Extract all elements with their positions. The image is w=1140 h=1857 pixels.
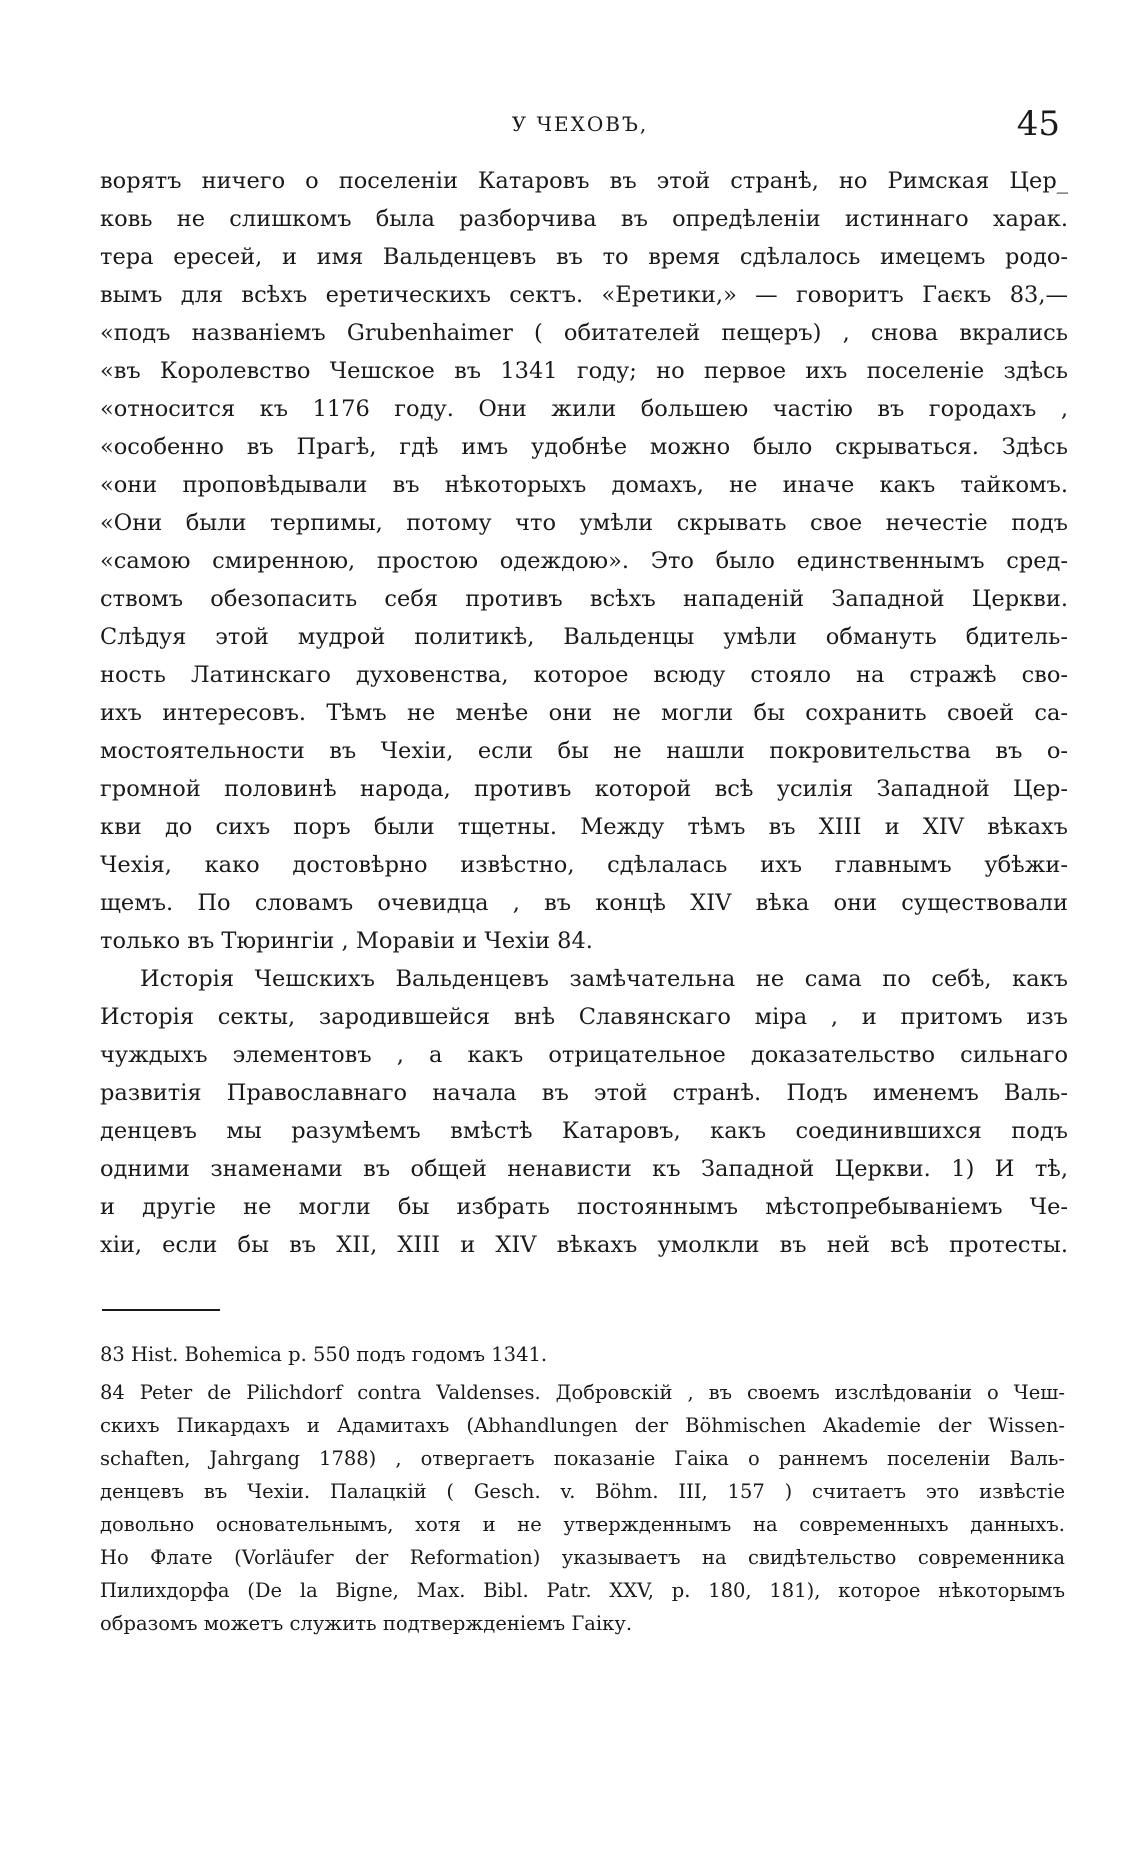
text-line: «Они были терпимы, потому что умѣли скрывать свое нечестіе подъ bbox=[100, 510, 1068, 536]
text-line: «въ Королевство Чешское въ 1341 году; но первое ихъ поселеніе здѣсь bbox=[100, 358, 1068, 384]
footnote-line: 84 Peter de Pilichdorf contra Valdenses. Добровскій , въ своемъ изслѣдованіи о Чеш- bbox=[100, 1381, 1065, 1404]
footnote-line: 83 Hist. Bohemica p. 550 подъ годомъ 1341. bbox=[100, 1343, 548, 1366]
footnote-line: Но Флате (Vorläufer der Reformation) указываетъ на свидѣтельство современника bbox=[100, 1546, 1065, 1569]
text-line: «подъ названіемъ Grubenhaimer ( обитателей пещеръ) , снова вкрались bbox=[100, 320, 1068, 346]
text-line: мостоятельности въ Чехіи, если бы не нашли покровительства въ о- bbox=[100, 738, 1068, 764]
text-line: Исторія секты, зародившейся внѣ Славянскаго міра , и притомъ изъ bbox=[100, 1004, 1068, 1030]
text-line: «они проповѣдывали въ нѣкоторыхъ домахъ, не иначе какъ тайкомъ. bbox=[100, 472, 1068, 498]
text-line: хіи, если бы въ XII, XIII и XIV вѣкахъ умолкли въ ней всѣ протесты. bbox=[100, 1232, 1068, 1258]
footnote-line: довольно основательнымъ, хотя и не утвержденнымъ на современныхъ данныхъ. bbox=[100, 1513, 1065, 1536]
paragraph-1 bbox=[100, 162, 1068, 960]
text-line: и другіе не могли бы избрать постояннымъ мѣстопребываніемъ Че- bbox=[100, 1194, 1068, 1220]
footnote-rule bbox=[102, 1309, 220, 1311]
text-line: ность Латинскаго духовенства, которое всюду стояло на стражѣ сво- bbox=[100, 662, 1068, 688]
text-line: громной половинѣ народа, противъ которой всѣ усилія Западной Цер- bbox=[100, 776, 1068, 802]
footnote-line: денцевъ въ Чехіи. Палацкій ( Gesch. v. Böhm. III, 157 ) считаетъ это извѣстіе bbox=[100, 1480, 1065, 1503]
text-line: щемъ. По словамъ очевидца , въ концѣ XIV вѣка они существовали bbox=[100, 890, 1068, 916]
text-line: кви до сихъ поръ были тщетны. Между тѣмъ въ XIII и XIV вѣкахъ bbox=[100, 814, 1068, 840]
text-line: «особенно въ Прагѣ, гдѣ имъ удобнѣе можно было скрываться. Здѣсь bbox=[100, 434, 1068, 460]
text-line: Слѣдуя этой мудрой политикѣ, Вальденцы умѣли обмануть бдитель- bbox=[100, 624, 1068, 650]
footnote-83 bbox=[100, 1338, 1065, 1371]
text-line: развитія Православнаго начала въ этой странѣ. Подъ именемъ Валь- bbox=[100, 1080, 1068, 1106]
paragraph-2 bbox=[100, 960, 1068, 1264]
text-line: ствомъ обезопасить себя противъ всѣхъ нападеній Западной Церкви. bbox=[100, 586, 1068, 612]
footnote-line: schaften, Jahrgang 1788) , отвергаетъ показаніе Гаіка о раннемъ поселеніи Валь- bbox=[100, 1447, 1065, 1470]
page-number: 45 bbox=[1016, 104, 1060, 144]
running-head bbox=[100, 104, 1060, 144]
text-line: ворятъ ничего о поселеніи Катаровъ въ этой странѣ, но Римская Цер_ bbox=[100, 168, 1068, 194]
text-line: Исторія Чешскихъ Вальденцевъ замѣчательна не сама по себѣ, какъ bbox=[140, 966, 1068, 992]
footnotes bbox=[100, 1338, 1065, 1645]
footnote-line: скихъ Пикардахъ и Адамитахъ (Abhandlungen der Böhmischen Akademie der Wissen- bbox=[100, 1414, 1065, 1437]
footnote-line: Пилихдорфа (De la Bigne, Max. Bibl. Patr. XXV, p. 180, 181), которое нѣкоторымъ bbox=[100, 1579, 1065, 1602]
text-line: «самою смиренною, простою одеждою». Это было единственнымъ сред- bbox=[100, 548, 1068, 574]
footnote-line: образомъ можетъ служить подтвержденіемъ Гаіку. bbox=[100, 1612, 633, 1635]
running-title: У ЧЕХОВЪ, bbox=[511, 112, 649, 136]
text-line: чуждыхъ элементовъ , а какъ отрицательное доказательство сильнаго bbox=[100, 1042, 1068, 1068]
text-line: только въ Тюрингіи , Моравіи и Чехіи 84. bbox=[100, 928, 593, 954]
text-line: вымъ для всѣхъ еретическихъ сектъ. «Еретики,» — говоритъ Гаєкъ 83,— bbox=[100, 282, 1068, 308]
text-line: ковь не слишкомъ была разборчива въ опредѣленіи истиннаго харак. bbox=[100, 206, 1068, 232]
text-line: тера ересей, и имя Вальденцевъ въ то время сдѣлалось имецемъ родо- bbox=[100, 244, 1068, 270]
text-line: Чехія, како достовѣрно извѣстно, сдѣлалась ихъ главнымъ убѣжи- bbox=[100, 852, 1068, 878]
footnote-84 bbox=[100, 1376, 1065, 1640]
text-line: ихъ интересовъ. Тѣмъ не менѣе они не могли бы сохранить своей са- bbox=[100, 700, 1068, 726]
text-line: одними знаменами въ общей ненависти къ Западной Церкви. 1) И тѣ, bbox=[100, 1156, 1068, 1182]
body-text bbox=[100, 162, 1068, 1264]
text-line: денцевъ мы разумѣемъ вмѣстѣ Катаровъ, какъ соединившихся подъ bbox=[100, 1118, 1068, 1144]
text-line: «относится къ 1176 году. Они жили большею частію въ городахъ , bbox=[100, 396, 1068, 422]
